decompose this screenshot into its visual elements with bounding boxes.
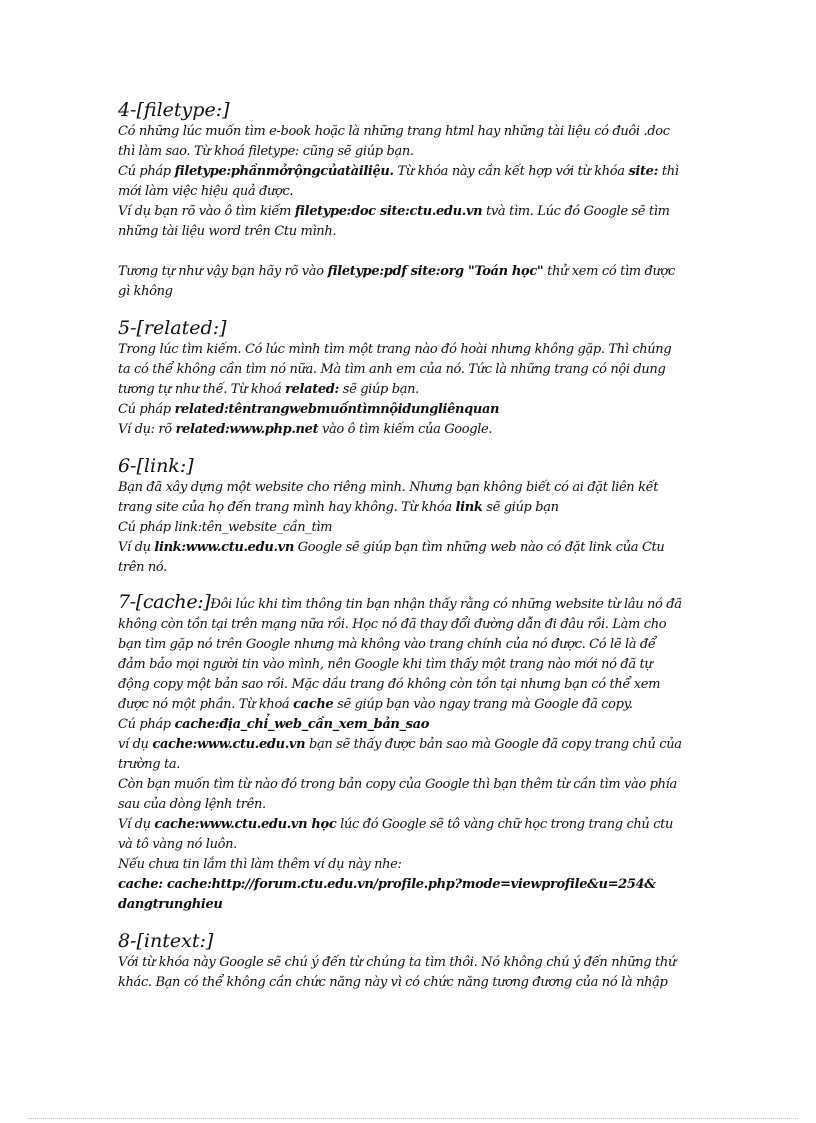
paragraph-line: Còn bạn muốn tìm từ nào đó trong bản copy của Google thì bạn thêm từ cần tìm vào phía [118,777,677,792]
section-cache [118,592,708,915]
text-run: Cú pháp [118,717,175,732]
example-query: link:www.ctu.edu.vn [154,540,294,555]
paragraph-line [118,592,708,615]
syntax-keyword: cache:địa_chỉ_web_cần_xem_bản_sao [174,717,430,732]
paragraph-line: và tô vàng nó luôn. [118,837,237,852]
text-run: Ví dụ bạn rõ vào ô tìm kiếm [118,204,295,219]
syntax-keyword: related:têntrangwebmuốntìmnộidungliênquan [174,402,500,417]
text-run: được nó một phần. Từ khoá [118,697,294,712]
example-query: related:www.php.net [175,422,319,437]
text-run: trang site của họ đến trang mình hay không. Từ khóa [118,500,456,515]
syntax-keyword: related: [285,382,339,397]
example-query: ache:http://forum.ctu.edu.vn/profile.php?mode=viewprofile&u=254& [174,877,656,892]
text-run: sẽ giúp bạn vào ngay trang mà Google đã copy. [333,697,633,712]
paragraph-line: trường ta. [118,757,181,772]
paragraph-line [118,695,708,715]
paragraph-line [118,400,708,420]
document-page [118,98,708,993]
paragraph-line: không còn tồn tại trên mạng nữa rồi. Học nó đã thay đổi đường dẫn đi đâu rồi. Làm cho [118,617,667,632]
paragraph-line: Bạn đã xây dựng một website cho riêng mình. Nhưng bạn không biết có ai đặt liên kết [118,480,659,495]
paragraph-line [118,380,708,400]
section-title: 8-[intext:] [118,930,214,952]
syntax-keyword: cache [293,697,334,712]
paragraph-line [118,420,708,440]
paragraph-line [118,735,708,755]
example-query: cache:www.ctu.edu.vn học [154,817,337,832]
paragraph-line [118,715,708,735]
paragraph-line [118,262,708,282]
paragraph-line: Cú pháp link:tên_website_cần_tìm [118,520,333,535]
paragraph-line: động copy một bản sao rồi. Mặc dầu trang đó không còn tồn tại nhưng bạn có thể xem [118,677,661,692]
section-title: 5-[related:] [118,317,227,339]
text-run: Tương tự như vậy bạn hãy rõ vào [118,264,328,279]
section-title: 6-[link:] [118,455,194,477]
text-run: Cú pháp [118,402,175,417]
text-run: thử xem có tìm được [543,264,675,279]
text-run: vào ô tìm kiếm của Google. [318,422,493,437]
section-filetype [118,98,708,302]
section-intext [118,929,708,993]
example-query: filetype:pdf site:org "Toán học" [327,264,544,279]
text-run: Từ khóa này cần kết hợp với từ khóa [393,164,629,179]
text-run: lúc đó Google sẽ tô vàng chữ học trong trang chủ ctu [336,817,674,832]
text-run: cache: c [118,877,175,892]
paragraph-line: Nếu chưa tin lắm thì làm thêm ví dụ này nhe: [118,857,402,872]
section-title: 7-[cache:] [118,591,211,613]
paragraph-line: Có những lúc muốn tìm e-book hoặc là những trang html hay những tài liệu có đuôi .doc [118,124,670,139]
paragraph-line: mới làm việc hiệu quả được. [118,184,294,199]
text-run: bạn sẽ thấy được bản sao mà Google đã copy trang chủ của [305,737,682,752]
syntax-keyword: link [455,500,483,515]
paragraph-line: dangtrunghieu [118,897,223,912]
section-related [118,316,708,440]
paragraph-line [118,498,708,518]
section-title: 4-[filetype:] [118,99,230,121]
paragraph-line [118,815,708,835]
example-query: cache:www.ctu.edu.vn [152,737,306,752]
text-run: thì [658,164,679,179]
paragraph-line: Trong lúc tìm kiếm. Có lúc mình tìm một trang nào đó hoài nhưng không gặp. Thì chúng [118,342,672,357]
syntax-keyword: site: [628,164,659,179]
paragraph-line: những tài liệu word trên Ctu mình. [118,224,337,239]
example-query: filetype:doc site:ctu.edu.vn [294,204,483,219]
text-run: Ví dụ [118,540,155,555]
text-run: sẽ giúp bạn [482,500,559,515]
paragraph-line: khác. Bạn có thể không cần chức năng này vì có chức năng tương đương của nó là nhập [118,975,668,990]
paragraph-line: gì không [118,284,173,299]
syntax-keyword: filetype:phầnmởrộngcủatàiliệu. [174,164,394,179]
paragraph-line: Với từ khóa này Google sẽ chú ý đến từ chúng ta tìm thôi. Nó không chú ý đến những thứ [118,955,676,970]
text-run: Đôi lúc khi tìm thông tin bạn nhận thấy rằng có những website từ lâu nó đã [210,597,682,612]
paragraph-line [118,875,708,895]
paragraph-line [118,202,708,222]
page-divider [28,1118,798,1119]
paragraph-line [118,162,708,182]
paragraph-line: bạn tìm gặp nó trên Google nhưng mà không vào trang chính của nó được. Có lẽ là để [118,637,656,652]
paragraph-line: sau của dòng lệnh trên. [118,797,266,812]
paragraph-line: ta có thể không cần tìm nó nữa. Mà tìm anh em của nó. Tức là những trang có nội dung [118,362,666,377]
text-run: tương tự như thế. Từ khoá [118,382,286,397]
text-run: Google sẽ giúp bạn tìm những web nào có đặt link của Ctu [293,540,665,555]
section-link [118,454,708,578]
text-run: Cú pháp [118,164,175,179]
paragraph-line: trên nó. [118,560,167,575]
text-run: tvà tìm. Lúc đó Google sẽ tìm [482,204,670,219]
paragraph-line: thì làm sao. Từ khoá filetype: cũng sẽ giúp bạn. [118,144,414,159]
paragraph-line: đảm bảo mọi người tin vào mình, nên Google khi tìm thấy một trang nào mới nó đã tự [118,657,653,672]
text-run: sẽ giúp bạn. [338,382,419,397]
text-run: Ví dụ [118,817,155,832]
text-run: ví dụ [118,737,153,752]
text-run: Ví dụ: rõ [118,422,176,437]
paragraph-line [118,538,708,558]
